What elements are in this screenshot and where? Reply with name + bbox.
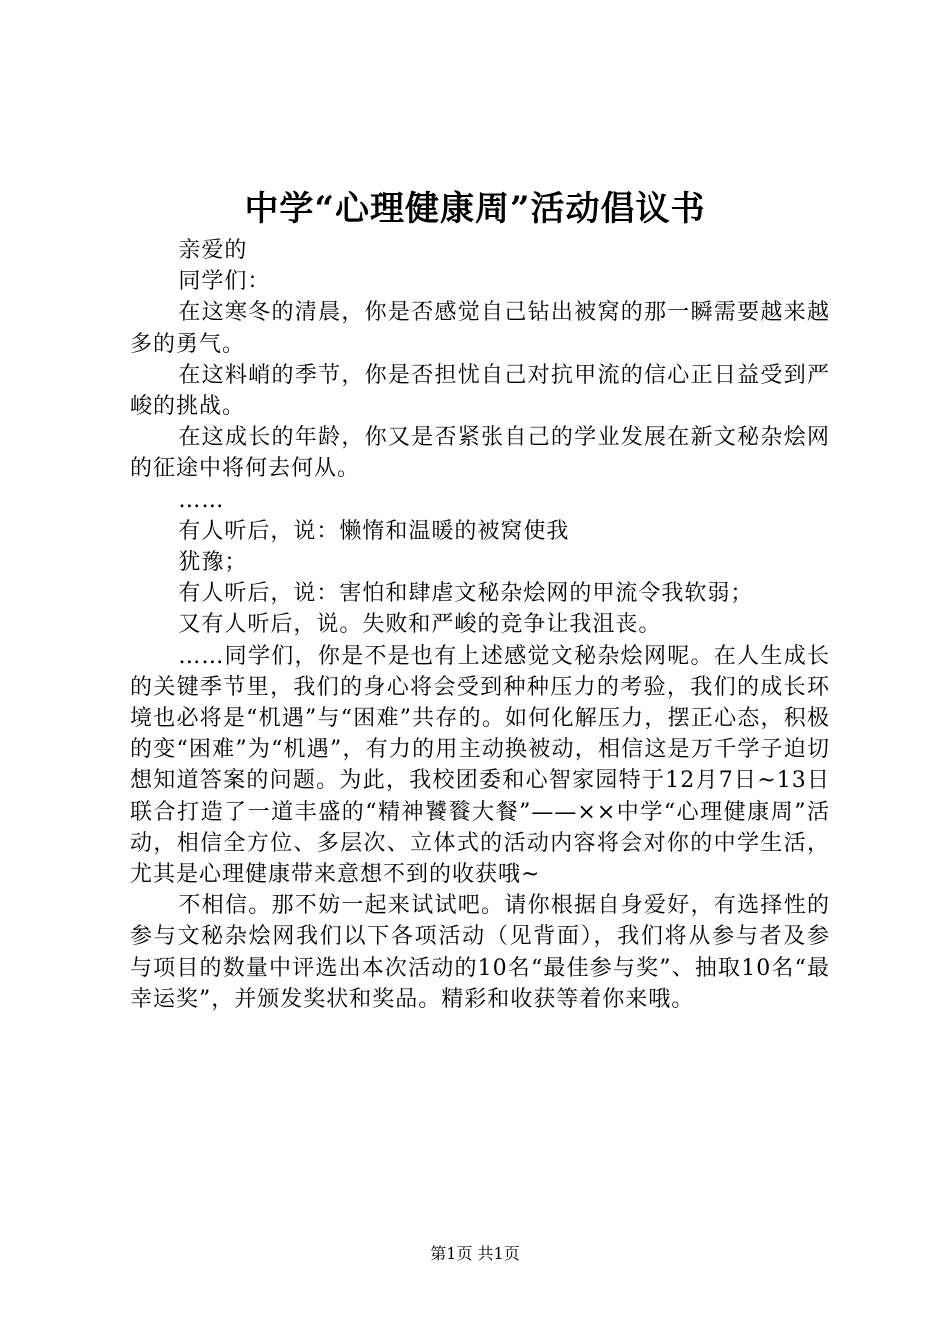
paragraph: 同学们： (178, 269, 271, 295)
document-body (130, 235, 830, 1015)
paragraph: 有人听后，说：懒惰和温暖的被窝使我 (178, 518, 570, 544)
paragraph: 在这料峭的季节，你是否担忧自己对抗甲流的信心正日益受到严峻的挑战。 (130, 362, 830, 420)
paragraph: 又有人听后，说。失败和严峻的竞争让我沮丧。 (178, 612, 662, 638)
paragraph: 在这寒冬的清晨，你是否感觉自己钻出被窝的那一瞬需要越来越多的勇气。 (130, 300, 830, 357)
paragraph: 不相信。那不妨一起来试试吧。请你根据自身爱好，有选择性的参与文秘杂烩网我们以下各项活动（见背面），我们将从参与者及参与项目的数量中评选出本次活动的10名“最佳参与奖”、抽取10名“最幸运奖”，并颁发奖状和奖品。精彩和收获等着你来哦。 (130, 893, 830, 1012)
paragraph: 亲爱的 (178, 238, 248, 263)
paragraph: …… (178, 487, 225, 513)
paragraph: 犹豫； (178, 550, 248, 576)
document-title: 中学“心理健康周”活动倡议书 (244, 189, 706, 229)
paragraph: ……同学们，你是不是也有上述感觉文秘杂烩网呢。在人生成长的关键季节里，我们的身心将会受到种种压力的考验，我们的成长环境也必将是“机遇”与“困难”共存的。如何化解压力，摆正心态，积极的变“困难”为“机遇”，有力的用主动换被动，相信这是万千学子迫切想知道答案的问题。为此，我校团委和心智家园特于12月7日~13日联合打造了一道丰盛的“精神饕餮大餐”——××中学“心理健康周”活动，相信全方位、多层次、立体式的活动内容将会对你的中学生活，尤其是心理健康带来意想不到的收获哦~ (130, 643, 830, 888)
paragraph: 有人听后，说：害怕和肆虐文秘杂烩网的甲流令我软弱； (178, 581, 754, 607)
paragraph: 在这成长的年龄，你又是否紧张自己的学业发展在新文秘杂烩网的征途中将何去何从。 (130, 425, 830, 482)
page-footer: 第1页 共1页 (430, 1244, 520, 1263)
